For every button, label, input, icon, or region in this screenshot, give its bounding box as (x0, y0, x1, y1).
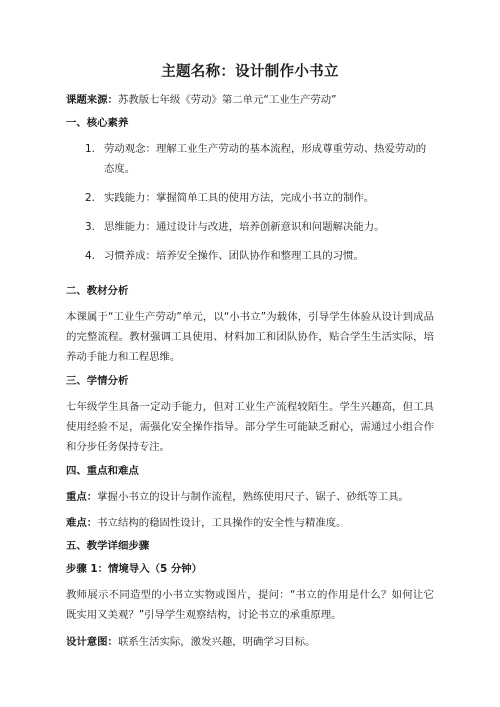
difficulty-text: 书立结构的稳固性设计，工具操作的安全性与精准度。 (97, 517, 347, 529)
section-heading-core-literacy: 一、核心素养 (66, 117, 129, 129)
step-1-heading: 步骤 1：情境导入（5 分钟） (66, 563, 202, 575)
section-heading-teaching-steps: 五、教学详细步骤 (66, 540, 150, 552)
step-1-paragraph (66, 585, 434, 625)
course-source-value: 苏教版七年级《劳动》第二单元“工业生产劳动” (117, 94, 337, 106)
list-item-text: 劳动观念：理解工业生产劳动的基本流程，形成尊重劳动、热爱劳动的态度。 (104, 143, 427, 175)
list-item (66, 139, 434, 179)
list-item-number: 4. (85, 250, 95, 262)
list-item-number: 3. (85, 221, 95, 233)
paragraph-text: 七年级学生具备一定动手能力，但对工业生产流程较陌生。学生兴趣高，但工具使用经验不足，需强化安全操作指导。部分学生可能缺乏耐心，需通过小组合作和分步任务保持专注。 (66, 401, 434, 453)
course-source-label: 课题来源： (66, 94, 118, 106)
key-point-line (66, 487, 434, 507)
section-heading-key-points: 四、重点和难点 (66, 465, 139, 477)
list-item (66, 246, 434, 266)
list-item (66, 217, 434, 237)
textbook-analysis-paragraph (66, 307, 434, 367)
design-intent-label: 设计意图： (66, 636, 118, 648)
section-heading-textbook-analysis: 二、教材分析 (66, 285, 129, 297)
key-point-label: 重点： (66, 491, 98, 503)
section-heading-student-analysis: 三、学情分析 (66, 375, 129, 387)
paragraph-text: 本课属于“工业生产劳动”单元，以“小书立”为载体，引导学生体验从设计到成品的完整流程。教材强调工具使用、材料加工和团队协作，贴合学生生活实际，培养动手能力和工程思维。 (66, 311, 434, 363)
core-literacy-list (66, 139, 434, 266)
list-item-text: 实践能力：掌握简单工具的使用方法，完成小书立的制作。 (104, 192, 375, 204)
list-item-number: 2. (85, 192, 95, 204)
design-intent-line (66, 632, 434, 652)
course-source (66, 93, 434, 107)
paragraph-text: 教师展示不同造型的小书立实物或图片，提问：“书立的作用是什么？如何让它既实用又美观？”引导学生观察结构，讨论书立的承重原理。 (66, 589, 434, 621)
list-item (66, 188, 434, 208)
difficulty-label: 难点： (66, 517, 98, 529)
list-item-text: 思维能力：通过设计与改进，培养创新意识和问题解决能力。 (104, 221, 385, 233)
list-item-text: 习惯养成：培养安全操作、团队协作和整理工具的习惯。 (104, 250, 364, 262)
document-title: 主题名称：设计制作小书立 (161, 64, 339, 80)
design-intent-text: 联系生活实际，激发兴趣，明确学习目标。 (117, 636, 316, 648)
key-point-text: 掌握小书立的设计与制作流程，熟练使用尺子、锯子、砂纸等工具。 (97, 491, 409, 503)
list-item-number: 1. (85, 143, 95, 155)
student-analysis-paragraph (66, 397, 434, 457)
difficulty-line (66, 513, 434, 533)
